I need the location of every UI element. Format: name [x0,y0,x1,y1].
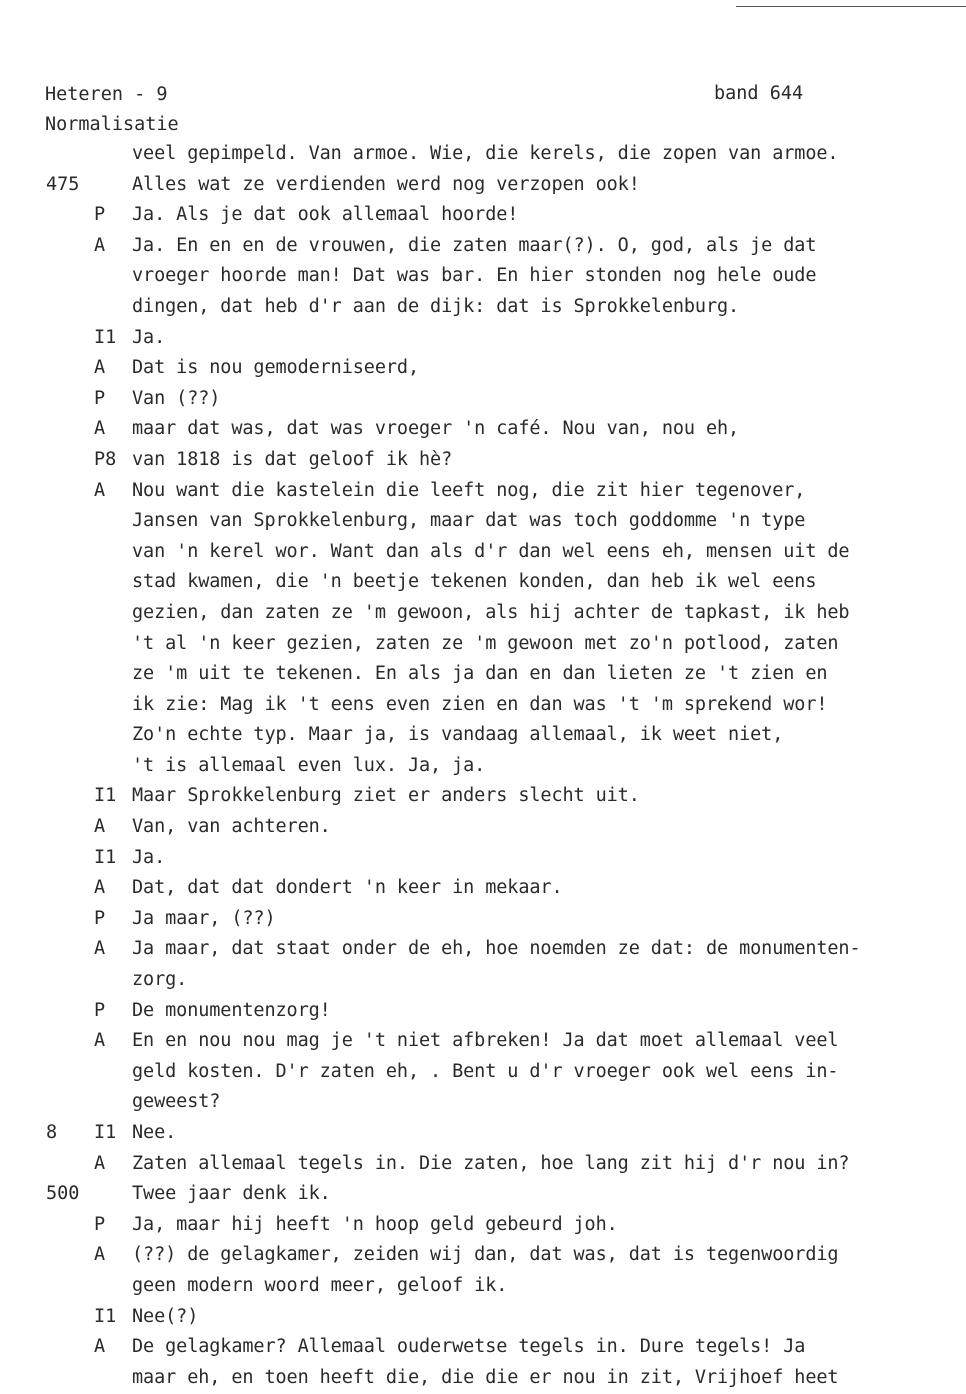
transcript-line [0,262,966,293]
transcript-line [0,232,966,263]
speaker-label: A [94,938,106,960]
utterance-text: Zaten allemaal tegels in. Die zaten, hoe lang zit hij d'r nou in? [132,1152,850,1174]
speaker-label: A [94,1030,106,1052]
utterance-text: Ja maar, (??) [132,907,276,929]
transcript-line [0,1180,966,1211]
speaker-label: P [94,907,106,929]
utterance-text: En en nou nou mag je 't niet afbreken! Ja dat moet allemaal veel [132,1030,839,1052]
utterance-text: Ja, maar hij heeft 'n hoop geld gebeurd joh. [132,1213,618,1235]
band-number: band 644 [714,83,804,104]
line-number: 475 [46,173,80,195]
utterance-text: 't al 'n keer gezien, zaten ze 'm gewoon met zo'n potlood, zaten [132,632,839,654]
utterance-text: dingen, dat heb d'r aan de dijk: dat is Sprokkelenburg. [132,295,740,317]
speaker-label: A [94,479,106,501]
transcript-line [0,721,966,752]
utterance-text: Nee. [132,1122,177,1143]
transcript-line [0,874,966,905]
utterance-text: Ja maar, dat staat onder de eh, hoe noemden ze dat: de monumenten- [132,938,861,960]
transcript-line [0,1119,966,1150]
utterance-text: Nou want die kastelein die leeft nog, die zit hier tegenover, [132,479,806,501]
transcript-line [0,1364,966,1394]
utterance-text: ik zie: Mag ik 't eens even zien en dan was 't 'm sprekend wor! [132,693,828,715]
utterance-text: Dat is nou gemoderniseerd, [132,357,419,379]
transcript-line [0,813,966,844]
speaker-label: I1 [94,846,117,868]
utterance-text: Ja. [132,326,166,348]
speaker-label: P [94,204,106,226]
document-subtitle: Normalisatie [45,114,179,135]
transcript-line [0,385,966,416]
utterance-text: Jansen van Sprokkelenburg, maar dat was toch goddomme 'n type [132,510,806,532]
utterance-text: veel gepimpeld. Van armoe. Wie, die kerels, die zopen van armoe. [132,143,839,164]
speaker-label: P [94,387,106,409]
transcript-line [0,1211,966,1242]
transcript-line [0,477,966,508]
transcript-line [0,201,966,232]
utterance-text: De monumentenzorg! [132,999,331,1021]
utterance-text: Dat, dat dat dondert 'n keer in mekaar. [132,877,563,899]
transcript-line [0,782,966,813]
transcript-line [0,446,966,477]
transcript-line [0,691,966,722]
transcript-line [0,660,966,691]
speaker-label: A [94,418,106,440]
transcript-line [0,171,966,202]
speaker-label: A [94,1336,106,1358]
transcript-line [0,507,966,538]
transcript-line [0,905,966,936]
utterance-text: Ja. Als je dat ook allemaal hoorde! [132,204,519,226]
speaker-label: I1 [94,785,117,807]
utterance-text: ze 'm uit te tekenen. En als ja dan en dan lieten ze 't zien en [132,663,828,685]
transcript-line [0,966,966,997]
utterance-text: De gelagkamer? Allemaal ouderwetse tegels in. Dure tegels! Ja [132,1336,806,1358]
speaker-label: I1 [94,326,117,348]
transcript-line [0,293,966,324]
utterance-text: Van (??) [132,387,221,409]
transcript-line [0,752,966,783]
transcript-line [0,1303,966,1334]
speaker-label: I1 [94,1122,117,1143]
transcript-line [0,935,966,966]
utterance-text: vroeger hoorde man! Dat was bar. En hier stonden nog hele oude [132,265,817,287]
speaker-label: I1 [94,1305,117,1327]
utterance-text: zorg. [132,969,188,991]
transcript-line [0,844,966,875]
transcript-line [0,415,966,446]
utterance-text: geweest? [132,1091,221,1113]
transcript-line [0,1058,966,1089]
line-number: 8 [46,1122,58,1143]
utterance-text: geen modern woord meer, geloof ik. [132,1274,508,1296]
transcript [0,140,966,1394]
transcript-line [0,599,966,630]
transcript-line [0,354,966,385]
speaker-label: A [94,877,106,899]
utterance-text: van 1818 is dat geloof ik hè? [132,448,453,470]
speaker-label: A [94,357,106,379]
speaker-label: P [94,1213,106,1235]
transcript-line [0,568,966,599]
document-title: Heteren - 9 [45,84,168,105]
utterance-text: Nee(?) [132,1305,199,1327]
utterance-text: Zo'n echte typ. Maar ja, is vandaag allemaal, ik weet niet, [132,724,784,746]
header-left [45,80,179,140]
utterance-text: (??) de gelagkamer, zeiden wij dan, dat was, dat is tegenwoordig [132,1244,839,1266]
utterance-text: Ja. En en en de vrouwen, die zaten maar(?). O, god, als je dat [132,234,817,256]
transcript-line [0,1272,966,1303]
transcript-line [0,1333,966,1364]
speaker-label: P8 [94,448,117,470]
transcript-line [0,630,966,661]
utterance-text: maar eh, en toen heeft die, die die er nou in zit, Vrijhoef heet [132,1366,839,1388]
utterance-text: gezien, dan zaten ze 'm gewoon, als hij achter de tapkast, ik heb [132,601,850,623]
utterance-text: Van, van achteren. [132,816,331,838]
speaker-label: A [94,1152,106,1174]
utterance-text: Maar Sprokkelenburg ziet er anders slecht uit. [132,785,640,807]
speaker-label: A [94,1244,106,1266]
utterance-text: Alles wat ze verdienden werd nog verzopen ook! [132,173,640,195]
utterance-text: Twee jaar denk ik. [132,1183,331,1205]
speaker-label: A [94,816,106,838]
transcript-line [0,997,966,1028]
transcript-line [0,1241,966,1272]
utterance-text: Ja. [132,846,166,868]
transcript-line [0,1088,966,1119]
utterance-text: van 'n kerel wor. Want dan als d'r dan wel eens eh, mensen uit de [132,540,850,562]
speaker-label: P [94,999,106,1021]
transcript-line [0,1027,966,1058]
transcript-line [0,1150,966,1181]
utterance-text: 't is allemaal even lux. Ja, ja. [132,754,486,776]
transcript-line [0,140,966,171]
speaker-label: A [94,234,106,256]
top-rule [736,6,966,7]
line-number: 500 [46,1183,80,1205]
transcript-line [0,538,966,569]
utterance-text: stad kwamen, die 'n beetje tekenen konden, dan heb ik wel eens [132,571,817,593]
utterance-text: geld kosten. D'r zaten eh, . Bent u d'r vroeger ook wel eens in- [132,1060,839,1082]
utterance-text: maar dat was, dat was vroeger 'n café. Nou van, nou eh, [132,418,740,440]
transcript-line [0,324,966,355]
